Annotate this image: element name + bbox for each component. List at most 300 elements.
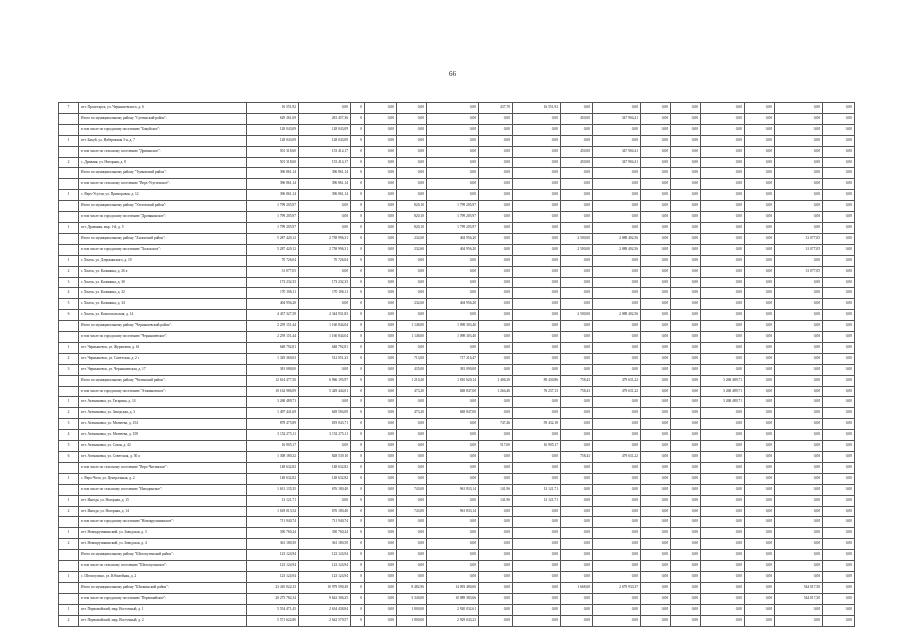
value-cell: 0,00 xyxy=(593,299,641,310)
value-cell: 0,00 xyxy=(671,582,701,593)
value-cell: 361 180,50 xyxy=(247,539,299,550)
value-cell: 1 160 844,04 xyxy=(299,321,351,332)
value-cell: 0,00 xyxy=(671,342,701,353)
value-cell: 0,00 xyxy=(775,342,823,353)
value-cell: 0,00 xyxy=(745,103,775,114)
table-row xyxy=(59,135,855,146)
value-cell: 0,00 xyxy=(671,277,701,288)
value-cell: 0 xyxy=(351,212,365,223)
row-number-cell: 1 xyxy=(59,495,79,506)
value-cell: 1 800,00 xyxy=(397,604,427,615)
value-cell: 0,00 xyxy=(513,528,561,539)
value-cell: 0,00 xyxy=(427,146,479,157)
value-cell: 347 904,41 xyxy=(593,157,641,168)
value-cell: 0,00 xyxy=(365,386,397,397)
value-cell: 396 861,14 xyxy=(299,179,351,190)
value-cell: 0,00 xyxy=(671,539,701,550)
table-row xyxy=(59,288,855,299)
value-cell: 0,00 xyxy=(561,604,593,615)
value-cell: 0,00 xyxy=(479,190,513,201)
value-cell: 0,00 xyxy=(671,255,701,266)
value-cell: 0,00 xyxy=(641,571,671,582)
value-cell: 31 077,05 xyxy=(247,266,299,277)
value-cell: 0,00 xyxy=(513,201,561,212)
value-cell: 0,00 xyxy=(671,157,701,168)
table-row xyxy=(59,473,855,484)
value-cell: 0,00 xyxy=(641,222,671,233)
table-row xyxy=(59,201,855,212)
value-cell: 0,00 xyxy=(479,593,513,604)
value-cell: 0,00 xyxy=(479,462,513,473)
value-cell: 123 124,94 xyxy=(247,550,299,561)
value-cell: 0,00 xyxy=(745,233,775,244)
table-row xyxy=(59,342,855,353)
value-cell: 0 xyxy=(351,615,365,626)
value-cell: 5 571 622,80 xyxy=(247,615,299,626)
value-cell: 0,00 xyxy=(513,222,561,233)
value-cell: 0,00 xyxy=(479,233,513,244)
value-cell: 2 259 151,44 xyxy=(247,321,299,332)
row-number-cell xyxy=(59,332,79,343)
value-cell: 0,00 xyxy=(561,550,593,561)
value-cell: 0,00 xyxy=(479,222,513,233)
row-number-cell: 2 xyxy=(59,539,79,550)
value-cell: 0,00 xyxy=(641,506,671,517)
value-cell: 0,00 xyxy=(745,201,775,212)
value-cell: 0,00 xyxy=(641,342,671,353)
value-cell: 0,00 xyxy=(479,506,513,517)
value-cell: 404 956,20 xyxy=(247,299,299,310)
value-cell: 0,00 xyxy=(701,277,745,288)
value-cell: 0,00 xyxy=(745,266,775,277)
value-cell: 0,00 xyxy=(593,528,641,539)
value-cell: 0,00 xyxy=(823,146,855,157)
value-cell: 70 726,04 xyxy=(299,255,351,266)
value-cell: 2 088 402,56 xyxy=(593,233,641,244)
value-cell: 0,00 xyxy=(479,430,513,441)
value-cell: 0,00 xyxy=(701,539,745,550)
value-cell: 0,00 xyxy=(701,495,745,506)
value-cell: 0,00 xyxy=(823,615,855,626)
value-cell: 0,00 xyxy=(701,593,745,604)
value-cell: 0,00 xyxy=(561,528,593,539)
value-cell: 0,00 xyxy=(745,473,775,484)
value-cell: 1 308 180,32 xyxy=(247,452,299,463)
value-cell: 13 121,71 xyxy=(247,495,299,506)
value-cell: 0,00 xyxy=(701,103,745,114)
value-cell: 173 232,33 xyxy=(299,277,351,288)
value-cell: 0,00 xyxy=(427,266,479,277)
value-cell: 3 268 489,71 xyxy=(701,397,745,408)
value-cell: 153 414,17 xyxy=(299,157,351,168)
value-cell: 0,00 xyxy=(593,430,641,441)
value-cell: 0,00 xyxy=(775,604,823,615)
value-cell: 0,00 xyxy=(365,179,397,190)
value-cell: 0,00 xyxy=(397,124,427,135)
value-cell: 0,00 xyxy=(561,539,593,550)
value-cell: 0,00 xyxy=(365,255,397,266)
row-name-cell: с. Дриваня, ул. Нагорная, д. 8 xyxy=(79,157,247,168)
row-number-cell: 1 xyxy=(59,190,79,201)
value-cell: 0,00 xyxy=(513,462,561,473)
value-cell: 0 xyxy=(351,452,365,463)
value-cell: 0,00 xyxy=(823,353,855,364)
value-cell: 31 077,05 xyxy=(775,233,823,244)
value-cell: 0,00 xyxy=(701,582,745,593)
row-name-cell: Итого по муниципальному району "Улетовский район": xyxy=(79,201,247,212)
value-cell: 758,43 xyxy=(561,386,593,397)
value-cell: 0,00 xyxy=(671,299,701,310)
value-cell: 0,00 xyxy=(775,430,823,441)
value-cell: 0,00 xyxy=(671,615,701,626)
table-row xyxy=(59,441,855,452)
value-cell: 0,00 xyxy=(745,539,775,550)
value-cell: 0,00 xyxy=(701,604,745,615)
value-cell: 0 xyxy=(351,332,365,343)
value-cell: 0,00 xyxy=(479,604,513,615)
value-cell: 0,00 xyxy=(561,495,593,506)
value-cell: 0,00 xyxy=(775,255,823,266)
value-cell: 0,00 xyxy=(299,266,351,277)
row-number-cell xyxy=(59,233,79,244)
value-cell: 0,00 xyxy=(775,353,823,364)
value-cell: 0,00 xyxy=(365,364,397,375)
value-cell: 501 318,60 xyxy=(247,157,299,168)
table-row xyxy=(59,146,855,157)
row-number-cell: 5 xyxy=(59,299,79,310)
value-cell: 0,00 xyxy=(641,495,671,506)
value-cell: 0,00 xyxy=(671,103,701,114)
value-cell: 0,00 xyxy=(745,561,775,572)
table-row xyxy=(59,462,855,473)
value-cell: 0 xyxy=(351,201,365,212)
value-cell: 0,00 xyxy=(823,506,855,517)
value-cell: 1 406,30 xyxy=(479,375,513,386)
row-name-cell: пгт. Чернышевск, ул. Журавлева, д. 61 xyxy=(79,342,247,353)
row-number-cell: 2 xyxy=(59,353,79,364)
value-cell: 5 429 444,01 xyxy=(299,386,351,397)
value-cell: 0,00 xyxy=(823,386,855,397)
value-cell: 0,00 xyxy=(513,615,561,626)
value-cell: 0,00 xyxy=(671,495,701,506)
value-cell: 0,00 xyxy=(641,157,671,168)
value-cell: 0,00 xyxy=(561,124,593,135)
value-cell: 0,00 xyxy=(671,222,701,233)
value-cell: 0,00 xyxy=(561,288,593,299)
value-cell: 404 956,20 xyxy=(427,299,479,310)
value-cell: 0,00 xyxy=(427,539,479,550)
value-cell: 0,00 xyxy=(365,484,397,495)
value-cell: 0 xyxy=(351,364,365,375)
value-cell: 0,00 xyxy=(365,452,397,463)
value-cell: 0,00 xyxy=(365,604,397,615)
value-cell: 0,00 xyxy=(701,353,745,364)
value-cell: 0 xyxy=(351,604,365,615)
value-cell: 747,46 xyxy=(479,419,513,430)
row-number-cell xyxy=(59,321,79,332)
row-name-cell: г. Хилок, ул. Калинина, д. 32 xyxy=(79,288,247,299)
value-cell: 0,00 xyxy=(397,277,427,288)
value-cell: 0,00 xyxy=(365,266,397,277)
value-cell: 0,00 xyxy=(593,179,641,190)
value-cell: 713,00 xyxy=(397,353,427,364)
value-cell: 0,00 xyxy=(593,561,641,572)
value-cell: 0,00 xyxy=(365,353,397,364)
value-cell: 0,00 xyxy=(701,299,745,310)
value-cell: 0,00 xyxy=(427,342,479,353)
row-name-cell: пгт. Бакуй, ул. Набережная 3-я, д. 7 xyxy=(79,135,247,146)
value-cell: 0,00 xyxy=(561,615,593,626)
value-cell: 0,00 xyxy=(671,386,701,397)
value-cell: 0,00 xyxy=(593,353,641,364)
value-cell: 0,00 xyxy=(641,419,671,430)
value-cell: 0,00 xyxy=(479,332,513,343)
value-cell: 848 847,00 xyxy=(427,408,479,419)
row-number-cell: 2 xyxy=(59,408,79,419)
row-name-cell: в том числе по сельскому поселению "Верх-Усугленское": xyxy=(79,179,247,190)
value-cell: 0,00 xyxy=(823,277,855,288)
value-cell: 0,00 xyxy=(745,408,775,419)
row-name-cell: пгт. Атамановка, ул. Гагарина, д. 14 xyxy=(79,397,247,408)
value-cell: 2 758 996,31 xyxy=(299,244,351,255)
value-cell: 0,00 xyxy=(823,561,855,572)
value-cell: 649 594,09 xyxy=(299,408,351,419)
table-body xyxy=(59,103,855,627)
value-cell: 0,00 xyxy=(513,408,561,419)
value-cell: 0,00 xyxy=(641,353,671,364)
value-cell: 0,00 xyxy=(479,353,513,364)
value-cell: 473,20 xyxy=(397,408,427,419)
value-cell: 0,00 xyxy=(745,364,775,375)
value-cell: 0,00 xyxy=(593,201,641,212)
value-cell: 0,00 xyxy=(701,288,745,299)
value-cell: 128 043,09 xyxy=(299,135,351,146)
value-cell: 0,00 xyxy=(427,561,479,572)
value-cell: 0 xyxy=(351,582,365,593)
value-cell: 59 432,18 xyxy=(513,419,561,430)
value-cell: 404 956,20 xyxy=(427,233,479,244)
value-cell: 0,00 xyxy=(513,571,561,582)
value-cell: 0,00 xyxy=(823,430,855,441)
value-cell: 0,00 xyxy=(775,452,823,463)
value-cell: 512 051,23 xyxy=(299,353,351,364)
value-cell: 0,00 xyxy=(823,310,855,321)
value-cell: 0,00 xyxy=(641,321,671,332)
value-cell: 0 xyxy=(351,353,365,364)
value-cell: 0,00 xyxy=(299,299,351,310)
value-cell: 0,00 xyxy=(775,571,823,582)
value-cell: 0,00 xyxy=(365,571,397,582)
value-cell: 0,00 xyxy=(823,441,855,452)
value-cell: 3 152 275,11 xyxy=(299,430,351,441)
value-cell: 0,00 xyxy=(479,113,513,124)
value-cell: 0,00 xyxy=(479,277,513,288)
value-cell: 0,00 xyxy=(641,604,671,615)
value-cell: 0,00 xyxy=(397,452,427,463)
value-cell: 0,00 xyxy=(513,233,561,244)
value-cell: 0,00 xyxy=(479,310,513,321)
value-cell: 0,00 xyxy=(823,342,855,353)
value-cell: 0,00 xyxy=(745,332,775,343)
value-cell: 450,00 xyxy=(561,146,593,157)
value-cell: 1 800,00 xyxy=(397,615,427,626)
value-cell: 0,00 xyxy=(701,517,745,528)
value-cell: 0,00 xyxy=(479,517,513,528)
value-cell: 0,00 xyxy=(561,561,593,572)
value-cell: 0,00 xyxy=(745,495,775,506)
value-cell: 123 124,94 xyxy=(247,571,299,582)
value-cell: 0,00 xyxy=(641,146,671,157)
value-cell: 0,00 xyxy=(513,157,561,168)
row-name-cell: в том числе по сельскому поселению "Дриванское": xyxy=(79,146,247,157)
value-cell: 0,00 xyxy=(823,539,855,550)
value-cell: 350 760,24 xyxy=(247,528,299,539)
value-cell: 0,00 xyxy=(701,419,745,430)
value-cell: 0 xyxy=(351,266,365,277)
value-cell: 2 088 402,56 xyxy=(593,244,641,255)
value-cell: 517,00 xyxy=(479,441,513,452)
value-cell: 0,00 xyxy=(671,332,701,343)
table-row xyxy=(59,561,855,572)
row-number-cell: 3 xyxy=(59,364,79,375)
table-row xyxy=(59,277,855,288)
row-number-cell xyxy=(59,484,79,495)
value-cell: 1 160 844,04 xyxy=(299,332,351,343)
row-name-cell: в том числе по сельскому поселению "Верх-Читинское": xyxy=(79,462,247,473)
row-name-cell: пгт. Атамановка, ул. Матвеева, д. 158 xyxy=(79,430,247,441)
value-cell: 0,00 xyxy=(513,506,561,517)
value-cell: 16 905,17 xyxy=(247,441,299,452)
value-cell: 0,00 xyxy=(365,103,397,114)
value-cell: 0,00 xyxy=(513,146,561,157)
value-cell: 0,00 xyxy=(365,462,397,473)
value-cell: 0,00 xyxy=(671,190,701,201)
value-cell: 0,00 xyxy=(397,441,427,452)
value-cell: 0,00 xyxy=(701,179,745,190)
value-cell: 0,00 xyxy=(365,539,397,550)
table-row xyxy=(59,604,855,615)
value-cell: 0 xyxy=(351,321,365,332)
value-cell: 0,00 xyxy=(479,528,513,539)
value-cell: 1 098 303,40 xyxy=(427,321,479,332)
value-cell: 0,00 xyxy=(513,539,561,550)
value-cell: 717 216,47 xyxy=(427,353,479,364)
value-cell: 0,00 xyxy=(479,342,513,353)
value-cell: 0,00 xyxy=(365,430,397,441)
value-cell: 0,00 xyxy=(823,135,855,146)
value-cell: 5 287 420,12 xyxy=(247,244,299,255)
value-cell: 0,00 xyxy=(365,375,397,386)
row-number-cell xyxy=(59,212,79,223)
value-cell: 9 642 306,25 xyxy=(299,593,351,604)
value-cell: 404 956,20 xyxy=(427,244,479,255)
row-name-cell: в том числе по сельскому поселению "Шелопугинское": xyxy=(79,561,247,572)
value-cell: 0,00 xyxy=(365,408,397,419)
table-row xyxy=(59,190,855,201)
value-cell: 0,00 xyxy=(745,528,775,539)
value-cell: 0,00 xyxy=(561,408,593,419)
value-cell: 148 632,82 xyxy=(299,473,351,484)
value-cell: 473,20 xyxy=(397,386,427,397)
value-cell: 0,00 xyxy=(593,332,641,343)
value-cell: 0,00 xyxy=(745,506,775,517)
row-name-cell: пгт. Ингода, ул. Нагорная, д. 14 xyxy=(79,506,247,517)
value-cell: 0,00 xyxy=(823,168,855,179)
row-name-cell: Итого по муниципальному району "Читинский район": xyxy=(79,375,247,386)
value-cell: 0,00 xyxy=(397,462,427,473)
table-row xyxy=(59,593,855,604)
value-cell: 0,00 xyxy=(823,103,855,114)
value-cell: 0 xyxy=(351,550,365,561)
value-cell: 0,00 xyxy=(671,288,701,299)
value-cell: 0,00 xyxy=(775,103,823,114)
value-cell: 0 xyxy=(351,495,365,506)
value-cell: 153 414,17 xyxy=(299,146,351,157)
value-cell: 3 268 489,71 xyxy=(701,386,745,397)
value-cell: 0,00 xyxy=(701,233,745,244)
row-name-cell: Итого по муниципальному району "Шилкинский район": xyxy=(79,582,247,593)
row-number-cell: 1 xyxy=(59,473,79,484)
value-cell: 0,00 xyxy=(823,266,855,277)
value-cell: 2 679 933,37 xyxy=(593,582,641,593)
value-cell: 31 077,05 xyxy=(775,244,823,255)
value-cell: 0,00 xyxy=(701,332,745,343)
value-cell: 450,00 xyxy=(561,157,593,168)
value-cell: 0,00 xyxy=(561,277,593,288)
value-cell: 0,00 xyxy=(775,222,823,233)
value-cell: 0,00 xyxy=(397,168,427,179)
value-cell: 0,00 xyxy=(823,113,855,124)
row-name-cell: пгт. Чернышевск, ул. Чернышевская, д. 17 xyxy=(79,364,247,375)
value-cell: 0,00 xyxy=(397,266,427,277)
value-cell: 0,00 xyxy=(561,342,593,353)
value-cell: 0,00 xyxy=(701,408,745,419)
value-cell: 0,00 xyxy=(593,277,641,288)
value-cell: 0,00 xyxy=(641,168,671,179)
value-cell: 0,00 xyxy=(671,473,701,484)
value-cell: 0,00 xyxy=(775,484,823,495)
value-cell: 479 631,22 xyxy=(593,375,641,386)
value-cell: 0,00 xyxy=(397,146,427,157)
value-cell: 0,00 xyxy=(641,430,671,441)
value-cell: 0,00 xyxy=(641,288,671,299)
value-cell: 0,00 xyxy=(365,157,397,168)
row-name-cell: с. Верх-Усугли, ул. Приморовая, д. 12 xyxy=(79,190,247,201)
value-cell: 0 xyxy=(351,484,365,495)
value-cell: 0,00 xyxy=(641,113,671,124)
value-cell: 0 xyxy=(351,419,365,430)
row-name-cell: в том числе по городскому поселению "Чернышевское": xyxy=(79,332,247,343)
value-cell: 0,00 xyxy=(701,135,745,146)
value-cell: 0,00 xyxy=(745,190,775,201)
value-cell: 0,00 xyxy=(561,332,593,343)
value-cell: 2 642 579,57 xyxy=(299,615,351,626)
table-row xyxy=(59,571,855,582)
value-cell: 0,00 xyxy=(365,135,397,146)
value-cell: 0 xyxy=(351,506,365,517)
value-cell: 0 xyxy=(351,135,365,146)
value-cell: 0,00 xyxy=(671,528,701,539)
value-cell: 0,00 xyxy=(823,212,855,223)
value-cell: 0,00 xyxy=(745,452,775,463)
value-cell: 0 xyxy=(351,397,365,408)
value-cell: 0,00 xyxy=(593,539,641,550)
row-name-cell: пгт. Чернышевск, ул. Советская, д. 2 г xyxy=(79,353,247,364)
value-cell: 0,00 xyxy=(397,255,427,266)
value-cell: 0,00 xyxy=(823,299,855,310)
row-name-cell: пгт. Ингода, ул. Нагорная, д. 15 xyxy=(79,495,247,506)
value-cell: 0,00 xyxy=(513,113,561,124)
